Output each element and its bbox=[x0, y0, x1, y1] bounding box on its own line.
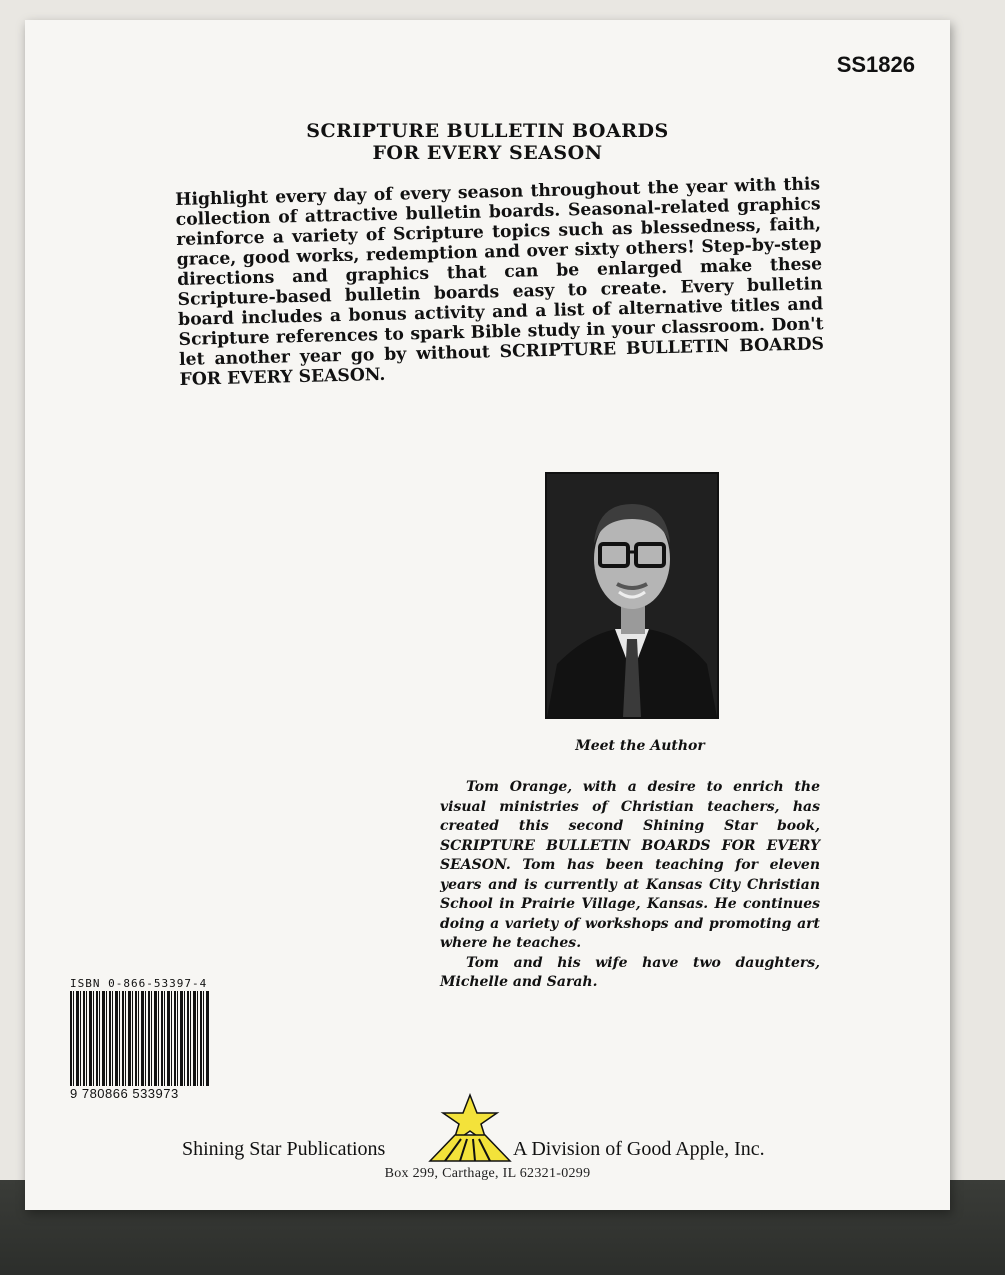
publisher-name: Shining Star Publications bbox=[182, 1138, 386, 1160]
isbn-label: ISBN 0-866-53397-4 bbox=[70, 977, 208, 990]
title-line-1: SCRIPTURE BULLETIN BOARDS bbox=[306, 120, 669, 142]
author-portrait-image bbox=[547, 474, 717, 717]
bio-paragraph-2: Tom and his wife have two daughters, Michelle and Sarah. bbox=[440, 954, 820, 990]
barcode bbox=[70, 991, 210, 1086]
shining-star-logo-icon bbox=[425, 1093, 515, 1163]
barcode-number: 9 780866 533973 bbox=[70, 1086, 179, 1101]
author-photo bbox=[545, 472, 719, 719]
product-code: SS1826 bbox=[836, 52, 915, 77]
title-line-2: FOR EVERY SEASON bbox=[372, 142, 603, 164]
photo-caption: Meet the Author bbox=[575, 738, 705, 754]
book-description: Highlight every day of every season throughout the year with this collection of attractive bulletin boards. Seasonal-related graphics reinforce a variety of Scripture topics such as blessedness, faith, grace, good works, redemption and over sixty others! Step-by-step directions and graphics that can be enlarged make these Scripture-based bulletin boards easy to create. Every bulletin board includes a bonus activity and a list of alternative titles and Scripture references to spark Bible study in your classroom. Don't let another year go by without SCRIPTURE BULLETIN BOARDS FOR EVERY SEASON. bbox=[175, 174, 825, 390]
publisher-division: A Division of Good Apple, Inc. bbox=[513, 1138, 765, 1160]
publisher-address: Box 299, Carthage, IL 62321-0299 bbox=[384, 1166, 591, 1181]
author-bio bbox=[440, 778, 820, 993]
book-back-cover bbox=[25, 20, 950, 1210]
book-title bbox=[25, 120, 950, 164]
bio-paragraph-1: Tom Orange, with a desire to enrich the visual ministries of Christian teachers, has created this second Shining Star book, SCRIPTURE BULLETIN BOARDS FOR EVERY SEASON. Tom has been teaching for eleven years and is currently at Kansas City Christian School in Prairie Village, Kansas. He continues doing a variety of workshops and promoting art where he teaches. bbox=[440, 779, 820, 951]
